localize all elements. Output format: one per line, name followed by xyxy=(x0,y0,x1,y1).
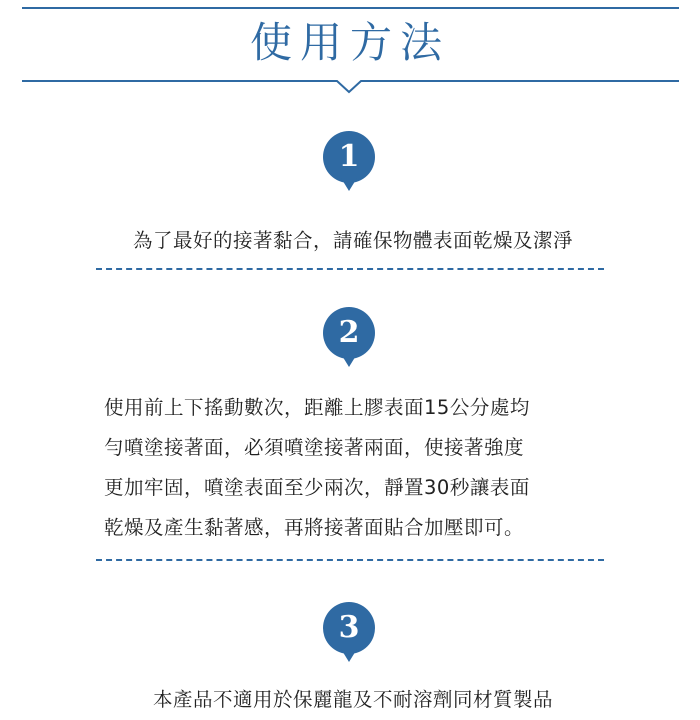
step-2-line: 更加牢固，噴塗表面至少兩次，靜置30秒讓表面 xyxy=(104,476,530,499)
step-1-divider xyxy=(96,268,604,270)
step-2-number: 2 xyxy=(338,315,360,350)
step-2-marker xyxy=(322,306,376,368)
step-3-text: 本產品不適用於保麗龍及不耐溶劑同材質製品 xyxy=(152,688,553,711)
step-2-divider xyxy=(96,559,604,561)
step-2-line: 勻噴塗接著面，必須噴塗接著兩面，使接著強度 xyxy=(104,436,525,459)
step-1-number: 1 xyxy=(338,139,360,174)
step-1-text: 為了最好的接著黏合，請確保物體表面乾燥及潔淨 xyxy=(132,229,573,252)
step-3-marker xyxy=(322,601,376,663)
step-2-line: 乾燥及產生黏著感，再將接著面貼合加壓即可。 xyxy=(104,516,525,539)
page-title: 使用方法 xyxy=(249,18,450,67)
page-header xyxy=(0,0,700,100)
step-3-number: 3 xyxy=(338,610,360,645)
step-2-line: 使用前上下搖動數次，距離上膠表面15公分處均 xyxy=(104,396,530,419)
step-2-text xyxy=(104,388,614,548)
step-1-marker xyxy=(322,130,376,192)
header-bottom-rule xyxy=(0,0,700,100)
